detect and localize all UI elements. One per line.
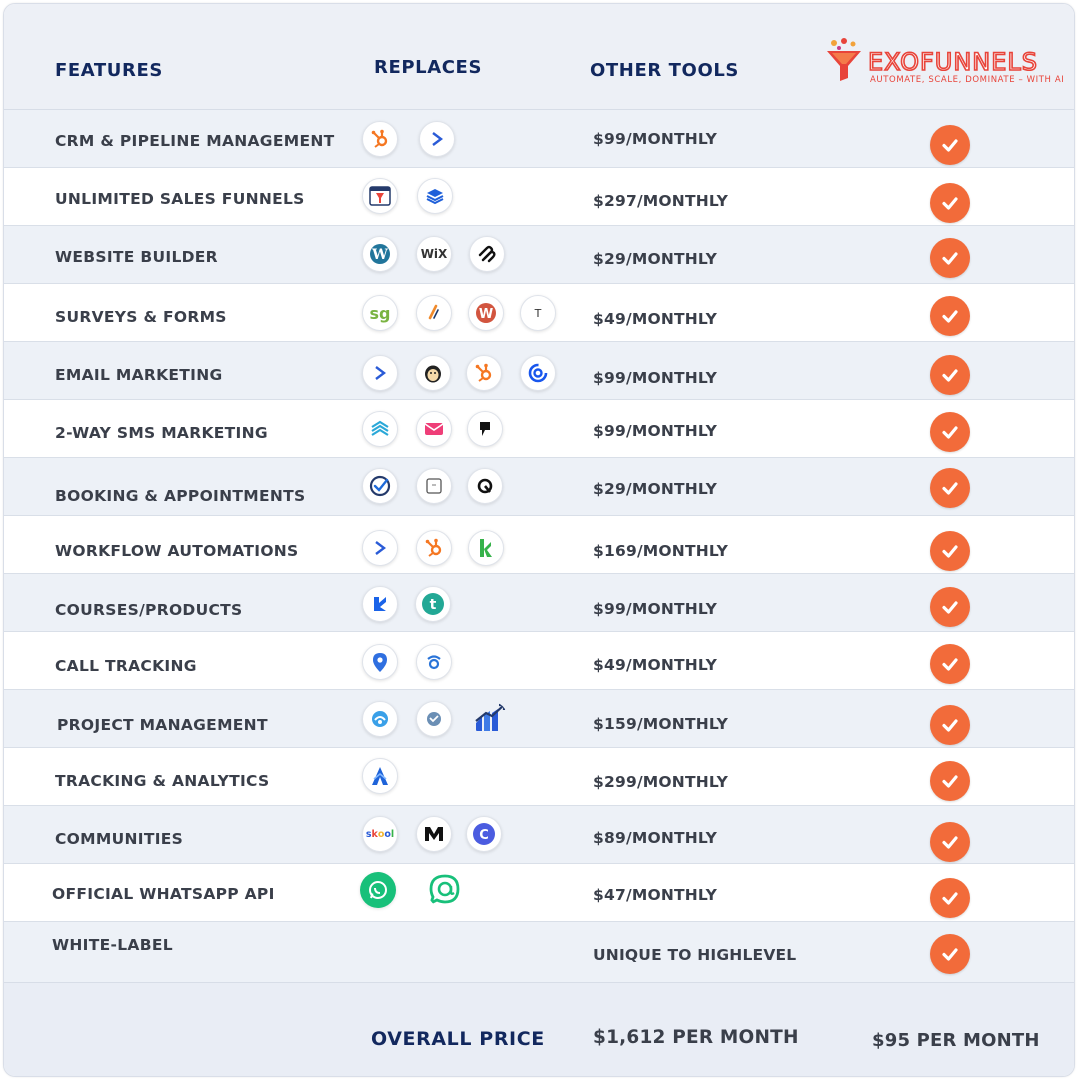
funnel-logo-icon xyxy=(824,38,864,82)
feature-label: COMMUNITIES xyxy=(55,830,184,848)
acuity-icon xyxy=(416,468,452,504)
kajabi-icon xyxy=(362,586,398,622)
other-tools-price: UNIQUE TO HIGHLEVEL xyxy=(593,946,797,964)
check-icon xyxy=(930,183,970,223)
squarespace-icon xyxy=(469,236,505,272)
textmagic-icon xyxy=(416,411,452,447)
wrike-icon xyxy=(416,701,452,737)
skool-icon: s k o o l xyxy=(362,816,398,852)
feature-label: BOOKING & APPOINTMENTS xyxy=(55,487,306,505)
wordpress-icon xyxy=(362,236,398,272)
check-icon xyxy=(930,355,970,395)
table-header xyxy=(4,4,1075,110)
feature-label: OFFICIAL WHATSAPP API xyxy=(52,885,275,903)
replaces-column-header: REPLACES xyxy=(374,57,483,78)
table-row xyxy=(4,864,1075,922)
check-icon xyxy=(930,468,970,508)
other-tools-price: $99/MONTHLY xyxy=(593,600,718,618)
other-tools-price: $49/MONTHLY xyxy=(593,656,718,674)
table-row xyxy=(4,168,1075,226)
table-row xyxy=(4,748,1075,806)
jotform-icon xyxy=(416,295,452,331)
activecampaign-icon xyxy=(362,530,398,566)
other-tools-price: $299/MONTHLY xyxy=(593,773,729,791)
comparison-table xyxy=(3,3,1075,1077)
table-row xyxy=(4,226,1075,284)
table-row xyxy=(4,458,1075,516)
whatsapp-business-icon xyxy=(427,872,463,908)
feature-label: SURVEYS & FORMS xyxy=(55,308,227,326)
table-footer xyxy=(4,982,1075,1077)
check-icon xyxy=(930,238,970,278)
replaced-tools xyxy=(360,690,580,748)
replaced-tools xyxy=(360,574,580,632)
hubspot-icon xyxy=(416,530,452,566)
replaced-tools xyxy=(360,864,580,922)
brand-name: EXOFUNNELS xyxy=(868,48,1039,76)
brand-tagline: AUTOMATE, SCALE, DOMINATE – WITH AI xyxy=(870,75,1065,85)
check-icon xyxy=(930,822,970,862)
feature-label: WHITE-LABEL xyxy=(52,936,173,954)
table-row xyxy=(4,400,1075,458)
other-tools-price: $47/MONTHLY xyxy=(593,886,718,904)
other-tools-price: $99/MONTHLY xyxy=(593,422,718,440)
simpletexting-icon xyxy=(362,411,398,447)
table-row xyxy=(4,110,1075,168)
other-tools-price: $89/MONTHLY xyxy=(593,829,718,847)
check-icon xyxy=(930,125,970,165)
other-tools-price: $297/MONTHLY xyxy=(593,192,729,210)
replaced-tools xyxy=(360,516,580,574)
whatsapp-icon xyxy=(360,872,396,908)
table-row xyxy=(4,284,1075,342)
feature-label: COURSES/PRODUCTS xyxy=(55,601,243,619)
keap-icon xyxy=(468,530,504,566)
other-tools-price: $49/MONTHLY xyxy=(593,310,718,328)
other-tools-column-header: OTHER TOOLS xyxy=(590,60,739,81)
podium-icon xyxy=(467,411,503,447)
callrail-icon xyxy=(416,644,452,680)
table-row xyxy=(4,632,1075,690)
feature-label: TRACKING & ANALYTICS xyxy=(55,772,270,790)
leadpages-icon xyxy=(417,178,453,214)
other-tools-price: $29/MONTHLY xyxy=(593,480,718,498)
feature-label: CALL TRACKING xyxy=(55,657,197,675)
circle-icon xyxy=(466,816,502,852)
replaced-tools xyxy=(360,226,580,284)
replaced-tools xyxy=(360,400,580,458)
svg-text:C: C xyxy=(479,828,489,843)
replaced-tools xyxy=(360,110,580,168)
mighty-networks-icon xyxy=(416,816,452,852)
chart-growth-icon xyxy=(472,701,508,737)
check-icon xyxy=(930,705,970,745)
check-icon xyxy=(930,644,970,684)
replaced-tools xyxy=(360,284,580,342)
hubspot-icon xyxy=(362,121,398,157)
squareup-icon xyxy=(467,468,503,504)
replaced-tools xyxy=(360,458,580,516)
other-tools-price: $29/MONTHLY xyxy=(593,250,718,268)
svg-text:W: W xyxy=(478,307,494,322)
hubspot-icon xyxy=(466,355,502,391)
other-tools-price: $169/MONTHLY xyxy=(593,542,729,560)
svg-text:W: W xyxy=(372,247,388,263)
table-row xyxy=(4,922,1075,982)
table-row xyxy=(4,342,1075,400)
activecampaign-icon xyxy=(362,355,398,391)
overall-price-label: OVERALL PRICE xyxy=(371,1028,545,1050)
other-tools-price: $159/MONTHLY xyxy=(593,715,729,733)
feature-label: CRM & PIPELINE MANAGEMENT xyxy=(55,132,335,150)
features-column-header: FEATURES xyxy=(55,60,163,81)
table-row xyxy=(4,516,1075,574)
surveygizmo-icon: sg xyxy=(362,295,398,331)
feature-label: 2-WAY SMS MARKETING xyxy=(55,424,268,442)
svg-text:t: t xyxy=(429,597,437,613)
replaced-tools xyxy=(360,748,580,806)
feature-label: PROJECT MANAGEMENT xyxy=(57,716,268,734)
replaced-tools xyxy=(360,806,580,864)
table-row xyxy=(4,690,1075,748)
wufoo-icon xyxy=(468,295,504,331)
check-icon xyxy=(930,934,970,974)
table-row xyxy=(4,574,1075,632)
calltrackingmetrics-icon xyxy=(362,644,398,680)
mailchimp-icon xyxy=(415,355,451,391)
check-icon xyxy=(930,878,970,918)
clickfunnels-icon xyxy=(362,178,398,214)
wix-icon: WiX xyxy=(416,236,452,272)
typeform-icon: T xyxy=(520,295,556,331)
replaced-tools xyxy=(360,168,580,226)
constant-contact-icon xyxy=(520,355,556,391)
check-icon xyxy=(930,412,970,452)
replaced-tools xyxy=(360,342,580,400)
other-tools-price: $99/MONTHLY xyxy=(593,369,718,387)
exofunnels-total: $95 PER MONTH xyxy=(872,1030,1040,1051)
other-tools-price: $99/MONTHLY xyxy=(593,130,718,148)
monday-icon xyxy=(362,701,398,737)
other-tools-total: $1,612 PER MONTH xyxy=(593,1027,799,1048)
check-icon xyxy=(930,587,970,627)
activecampaign-icon xyxy=(419,121,455,157)
analytics-icon xyxy=(362,758,398,794)
feature-label: UNLIMITED SALES FUNNELS xyxy=(55,190,305,208)
table-row xyxy=(4,806,1075,864)
replaced-tools xyxy=(360,632,580,690)
check-icon xyxy=(930,761,970,801)
teachable-icon xyxy=(415,586,451,622)
feature-label: EMAIL MARKETING xyxy=(55,366,223,384)
feature-label: WEBSITE BUILDER xyxy=(55,248,218,266)
feature-label: WORKFLOW AUTOMATIONS xyxy=(55,542,299,560)
calendly-icon xyxy=(362,468,398,504)
exofunnels-logo xyxy=(824,38,1064,88)
check-icon xyxy=(930,296,970,336)
check-icon xyxy=(930,531,970,571)
